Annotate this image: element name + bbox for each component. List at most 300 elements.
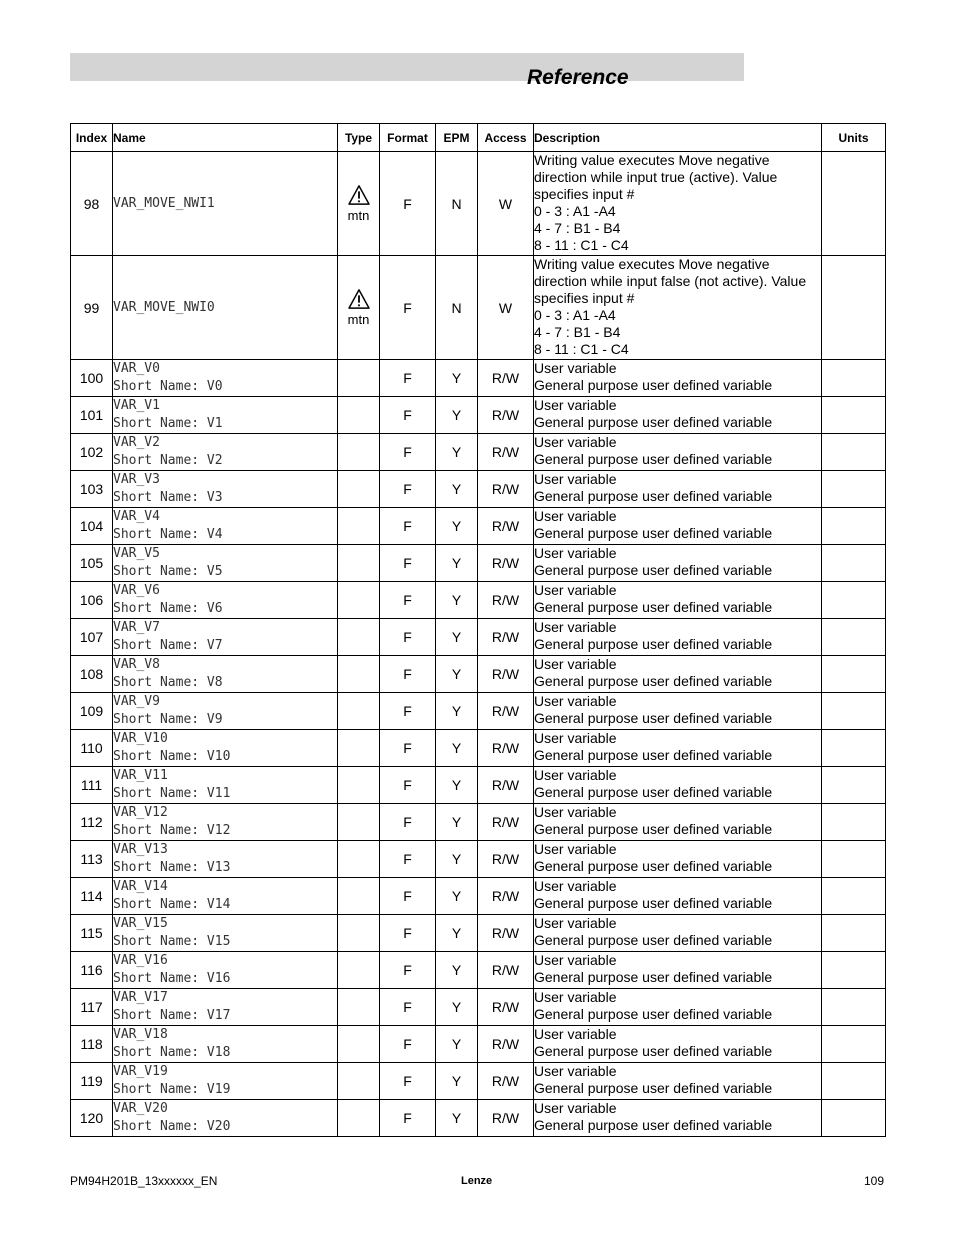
cell-format: F [380,730,436,767]
cell-description [534,619,822,656]
cell-index: 119 [71,1063,113,1100]
cell-name [113,397,338,434]
description-line: Writing value executes Move negative direction while input false (not active). Value specifies input # [534,256,807,306]
cell-description [534,693,822,730]
cell-access: R/W [478,730,534,767]
description-line: General purpose user defined variable [534,488,773,504]
cell-name [113,582,338,619]
parameter-short-name: Short Name: V2 [113,453,223,468]
cell-units [822,952,886,989]
parameter-name: VAR_MOVE_NWI1 [113,195,215,211]
cell-epm: Y [436,582,478,619]
cell-index: 120 [71,1100,113,1137]
description-line: User variable [534,693,617,709]
type-label: mtn [347,311,370,327]
cell-units [822,1063,886,1100]
description-line: User variable [534,841,617,857]
cell-name [113,508,338,545]
parameter-name: VAR_V18 [113,1027,168,1042]
cell-index: 105 [71,545,113,582]
warning-icon [348,185,370,205]
parameter-name: VAR_V3 [113,472,160,487]
cell-name [113,730,338,767]
cell-description [534,1100,822,1137]
parameter-name: VAR_V1 [113,398,160,413]
cell-description [534,915,822,952]
cell-description [534,152,822,256]
cell-type [338,915,380,952]
cell-epm: Y [436,471,478,508]
description-line: User variable [534,471,617,487]
description-line: 8 - 11 : C1 - C4 [534,341,629,357]
cell-epm: Y [436,434,478,471]
description-line: General purpose user defined variable [534,821,773,837]
cell-access: R/W [478,989,534,1026]
description-line: 0 - 3 : A1 -A4 [534,203,616,219]
cell-name [113,989,338,1026]
cell-access: R/W [478,360,534,397]
cell-description [534,582,822,619]
cell-epm: Y [436,397,478,434]
cell-epm: Y [436,804,478,841]
cell-name [113,952,338,989]
cell-index: 114 [71,878,113,915]
cell-description [534,360,822,397]
parameter-name: VAR_V10 [113,731,168,746]
cell-access: R/W [478,1100,534,1137]
cell-format: F [380,582,436,619]
parameter-short-name: Short Name: V12 [113,823,231,838]
cell-type [338,619,380,656]
cell-epm: Y [436,989,478,1026]
description-line: General purpose user defined variable [534,895,773,911]
cell-type [338,952,380,989]
description-line: General purpose user defined variable [534,562,773,578]
table-row [71,767,886,804]
table-row [71,730,886,767]
description-line: 0 - 3 : A1 -A4 [534,307,616,323]
cell-epm: Y [436,767,478,804]
cell-format: F [380,841,436,878]
cell-access: R/W [478,915,534,952]
table-row [71,1026,886,1063]
cell-type [338,1026,380,1063]
cell-epm: N [436,152,478,256]
table-row [71,619,886,656]
cell-name [113,656,338,693]
cell-access: W [478,256,534,360]
parameter-short-name: Short Name: V14 [113,897,231,912]
cell-description [534,952,822,989]
cell-index: 108 [71,656,113,693]
description-line: User variable [534,878,617,894]
type-label: mtn [347,207,370,223]
cell-description [534,434,822,471]
cell-index: 103 [71,471,113,508]
table-row [71,508,886,545]
cell-index: 99 [71,256,113,360]
cell-format: F [380,360,436,397]
parameter-short-name: Short Name: V13 [113,860,231,875]
column-header-type: Type [338,124,380,152]
cell-type [338,152,380,256]
cell-name [113,693,338,730]
cell-index: 113 [71,841,113,878]
cell-format: F [380,1100,436,1137]
cell-epm: Y [436,619,478,656]
parameter-short-name: Short Name: V7 [113,638,223,653]
description-line: General purpose user defined variable [534,451,773,467]
cell-access: R/W [478,693,534,730]
parameter-short-name: Short Name: V19 [113,1082,231,1097]
description-line: General purpose user defined variable [534,784,773,800]
cell-description [534,841,822,878]
cell-name [113,1100,338,1137]
cell-description [534,508,822,545]
warning-icon [348,289,370,309]
parameter-short-name: Short Name: V6 [113,601,223,616]
table-row [71,656,886,693]
cell-units [822,545,886,582]
cell-description [534,1026,822,1063]
cell-index: 101 [71,397,113,434]
description-line: General purpose user defined variable [534,377,773,393]
cell-access: R/W [478,471,534,508]
description-line: User variable [534,804,617,820]
cell-name [113,1063,338,1100]
cell-format: F [380,152,436,256]
description-line: Writing value executes Move negative direction while input true (active). Value specifies input # [534,152,778,202]
parameter-short-name: Short Name: V15 [113,934,231,949]
cell-units [822,434,886,471]
cell-name [113,619,338,656]
table-row [71,804,886,841]
cell-format: F [380,878,436,915]
description-line: General purpose user defined variable [534,673,773,689]
cell-index: 100 [71,360,113,397]
cell-index: 109 [71,693,113,730]
cell-name [113,1026,338,1063]
cell-epm: Y [436,952,478,989]
cell-epm: Y [436,656,478,693]
description-line: General purpose user defined variable [534,1080,773,1096]
cell-units [822,619,886,656]
cell-access: R/W [478,841,534,878]
description-line: User variable [534,545,617,561]
description-line: User variable [534,360,617,376]
cell-name [113,471,338,508]
cell-index: 104 [71,508,113,545]
column-header-description: Description [534,124,822,152]
column-header-index: Index [71,124,113,152]
cell-description [534,804,822,841]
description-line: User variable [534,1063,617,1079]
cell-type [338,693,380,730]
cell-index: 98 [71,152,113,256]
cell-epm: N [436,256,478,360]
cell-epm: Y [436,545,478,582]
cell-units [822,767,886,804]
parameter-name: VAR_V6 [113,583,160,598]
cell-units [822,1026,886,1063]
parameter-name: VAR_V7 [113,620,160,635]
cell-epm: Y [436,508,478,545]
cell-description [534,397,822,434]
cell-type [338,582,380,619]
cell-format: F [380,397,436,434]
parameter-short-name: Short Name: V17 [113,1008,231,1023]
table-row [71,989,886,1026]
description-line: User variable [534,730,617,746]
cell-units [822,1100,886,1137]
description-line: General purpose user defined variable [534,932,773,948]
cell-format: F [380,471,436,508]
cell-description [534,878,822,915]
page-title: Reference [527,66,629,89]
cell-description [534,545,822,582]
cell-name [113,804,338,841]
table-row [71,471,886,508]
column-header-access: Access [478,124,534,152]
cell-type [338,1100,380,1137]
cell-index: 102 [71,434,113,471]
description-line: General purpose user defined variable [534,969,773,985]
cell-access: R/W [478,619,534,656]
parameter-short-name: Short Name: V16 [113,971,231,986]
cell-units [822,915,886,952]
parameter-short-name: Short Name: V3 [113,490,223,505]
description-line: User variable [534,1100,617,1116]
table-row [71,1100,886,1137]
cell-type [338,508,380,545]
cell-access: R/W [478,878,534,915]
cell-units [822,508,886,545]
table-row [71,434,886,471]
parameter-short-name: Short Name: V1 [113,416,223,431]
cell-units [822,360,886,397]
parameter-short-name: Short Name: V4 [113,527,223,542]
cell-index: 111 [71,767,113,804]
parameter-name: VAR_V4 [113,509,160,524]
cell-access: R/W [478,952,534,989]
cell-access: R/W [478,582,534,619]
cell-index: 118 [71,1026,113,1063]
cell-units [822,878,886,915]
description-line: General purpose user defined variable [534,1006,773,1022]
parameter-name: VAR_V15 [113,916,168,931]
cell-name [113,152,338,256]
cell-type [338,1063,380,1100]
cell-units [822,841,886,878]
description-line: User variable [534,989,617,1005]
table-row [71,397,886,434]
cell-name [113,767,338,804]
cell-description [534,767,822,804]
cell-description [534,256,822,360]
parameter-name: VAR_V8 [113,657,160,672]
cell-format: F [380,767,436,804]
parameter-name: VAR_V13 [113,842,168,857]
cell-format: F [380,1063,436,1100]
cell-units [822,989,886,1026]
cell-epm: Y [436,841,478,878]
column-header-epm: EPM [436,124,478,152]
parameter-name: VAR_V16 [113,953,168,968]
description-line: User variable [534,397,617,413]
cell-type [338,878,380,915]
cell-access: R/W [478,397,534,434]
cell-access: W [478,152,534,256]
table-row [71,841,886,878]
cell-format: F [380,434,436,471]
cell-epm: Y [436,1063,478,1100]
parameter-name: VAR_MOVE_NWI0 [113,299,215,315]
parameter-name: VAR_V20 [113,1101,168,1116]
cell-epm: Y [436,878,478,915]
cell-type [338,841,380,878]
cell-access: R/W [478,545,534,582]
column-header-units: Units [822,124,886,152]
cell-access: R/W [478,1063,534,1100]
cell-format: F [380,508,436,545]
cell-access: R/W [478,508,534,545]
cell-name [113,256,338,360]
cell-index: 106 [71,582,113,619]
cell-format: F [380,804,436,841]
parameter-name: VAR_V19 [113,1064,168,1079]
cell-type [338,545,380,582]
cell-epm: Y [436,360,478,397]
description-line: User variable [534,767,617,783]
cell-units [822,656,886,693]
cell-units [822,471,886,508]
description-line: General purpose user defined variable [534,1043,773,1059]
description-line: User variable [534,508,617,524]
cell-name [113,841,338,878]
table-header-row [71,124,886,152]
cell-description [534,989,822,1026]
table-row [71,152,886,256]
description-line: General purpose user defined variable [534,636,773,652]
cell-units [822,804,886,841]
column-header-format: Format [380,124,436,152]
cell-units [822,693,886,730]
table-row [71,878,886,915]
cell-description [534,656,822,693]
description-line: User variable [534,915,617,931]
description-line: General purpose user defined variable [534,710,773,726]
cell-format: F [380,619,436,656]
parameter-name: VAR_V5 [113,546,160,561]
description-line: General purpose user defined variable [534,414,773,430]
cell-epm: Y [436,915,478,952]
table-row [71,582,886,619]
cell-index: 115 [71,915,113,952]
cell-units [822,397,886,434]
parameter-short-name: Short Name: V5 [113,564,223,579]
parameter-name: VAR_V9 [113,694,160,709]
cell-format: F [380,989,436,1026]
footer-brand-logo: Lenze [461,1175,493,1187]
description-line: General purpose user defined variable [534,599,773,615]
cell-type [338,767,380,804]
parameter-name: VAR_V17 [113,990,168,1005]
cell-format: F [380,656,436,693]
cell-units [822,582,886,619]
table-row [71,915,886,952]
parameter-table [70,123,886,1137]
cell-type [338,730,380,767]
table-row [71,693,886,730]
cell-access: R/W [478,1026,534,1063]
cell-format: F [380,952,436,989]
cell-description [534,1063,822,1100]
parameter-name: VAR_V2 [113,435,160,450]
cell-access: R/W [478,804,534,841]
cell-access: R/W [478,434,534,471]
cell-units [822,730,886,767]
cell-units [822,256,886,360]
cell-epm: Y [436,1026,478,1063]
description-line: General purpose user defined variable [534,525,773,541]
cell-access: R/W [478,656,534,693]
cell-format: F [380,693,436,730]
description-line: General purpose user defined variable [534,1117,773,1133]
parameter-short-name: Short Name: V10 [113,749,231,764]
table-row [71,545,886,582]
table-row [71,360,886,397]
cell-index: 116 [71,952,113,989]
cell-description [534,471,822,508]
cell-name [113,915,338,952]
footer-doc-id: PM94H201B_13xxxxxx_EN [70,1174,218,1188]
description-line: User variable [534,434,617,450]
parameter-short-name: Short Name: V0 [113,379,223,394]
cell-type [338,434,380,471]
table-row [71,952,886,989]
cell-index: 107 [71,619,113,656]
description-line: General purpose user defined variable [534,858,773,874]
description-line: User variable [534,619,617,635]
cell-access: R/W [478,767,534,804]
cell-index: 112 [71,804,113,841]
parameter-short-name: Short Name: V8 [113,675,223,690]
cell-type [338,397,380,434]
table-row [71,1063,886,1100]
cell-format: F [380,256,436,360]
cell-name [113,434,338,471]
description-line: User variable [534,1026,617,1042]
description-line: General purpose user defined variable [534,747,773,763]
cell-epm: Y [436,730,478,767]
cell-format: F [380,545,436,582]
cell-format: F [380,1026,436,1063]
description-line: User variable [534,582,617,598]
column-header-name: Name [113,124,338,152]
cell-index: 117 [71,989,113,1026]
parameter-short-name: Short Name: V18 [113,1045,231,1060]
cell-name [113,360,338,397]
cell-type [338,360,380,397]
table-row [71,256,886,360]
cell-epm: Y [436,1100,478,1137]
parameter-name: VAR_V0 [113,361,160,376]
parameter-short-name: Short Name: V11 [113,786,231,801]
cell-description [534,730,822,767]
cell-format: F [380,915,436,952]
parameter-name: VAR_V11 [113,768,168,783]
parameter-name: VAR_V14 [113,879,168,894]
